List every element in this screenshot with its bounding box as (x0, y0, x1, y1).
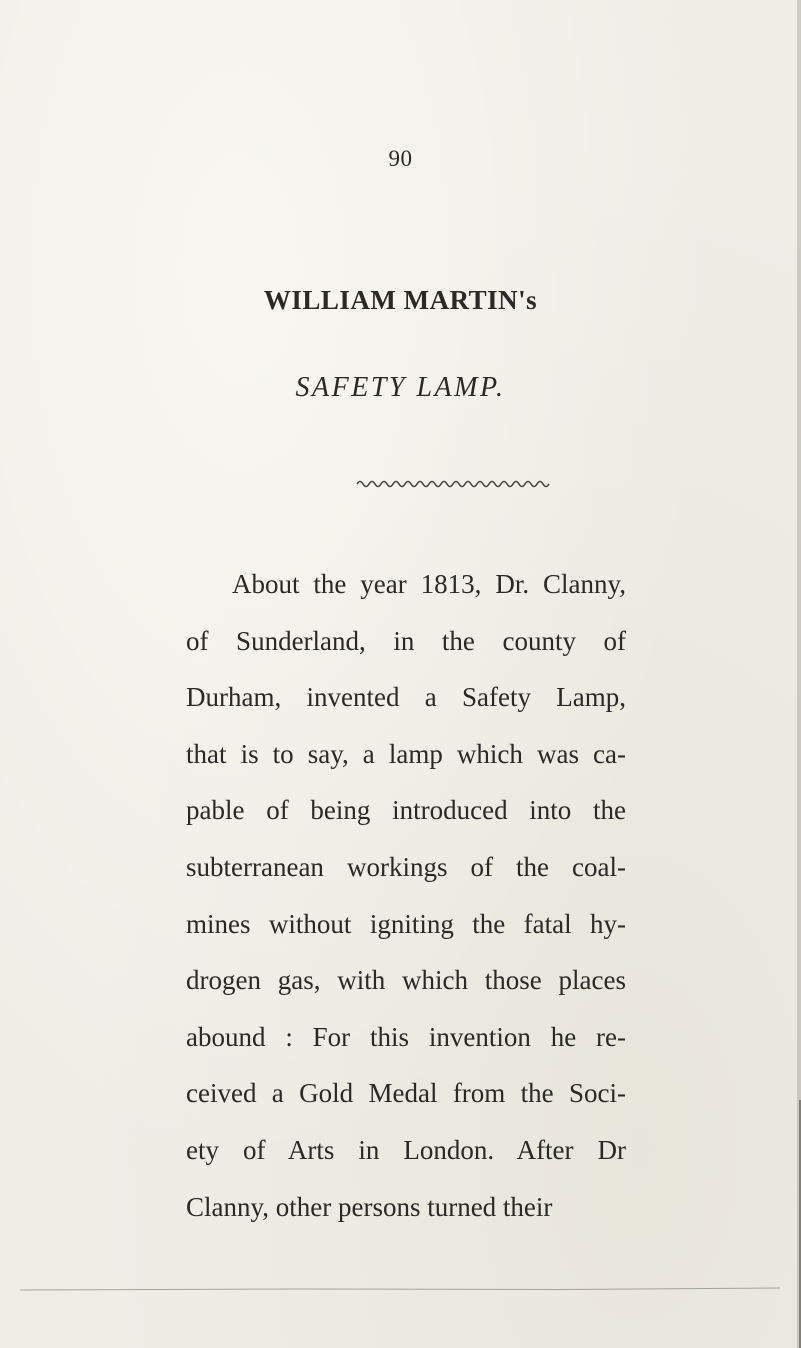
decorative-rule (355, 477, 555, 491)
text-line: that is to say, a lamp which was ca- (186, 738, 626, 769)
subheading: SAFETY LAMP. (295, 372, 506, 403)
binding-shadow (791, 0, 801, 1348)
body-paragraph (186, 556, 626, 1235)
text-line: ety of Arts in London. After Dr (186, 1134, 626, 1165)
text-line: Durham, invented a Safety Lamp, (186, 682, 626, 713)
heading: WILLIAM MARTIN's (263, 285, 538, 315)
text-line: Clanny, other persons turned their (186, 1191, 553, 1222)
text-line: of Sunderland, in the county of (186, 625, 626, 656)
page-edge-mark (0, 1285, 801, 1293)
text-line: About the year 1813, Dr. Clanny, (232, 569, 626, 599)
text-line: ceived a Gold Medal from the Soci- (186, 1078, 626, 1109)
text-line: mines without igniting the fatal hy- (186, 908, 626, 939)
text-line: abound : For this invention he re- (186, 1021, 626, 1052)
text-line: pable of being introduced into the (186, 795, 626, 826)
text-line: subterranean workings of the coal- (186, 851, 626, 882)
text-line: drogen gas, with which those places (186, 965, 626, 996)
page-number: 90 (388, 146, 413, 171)
